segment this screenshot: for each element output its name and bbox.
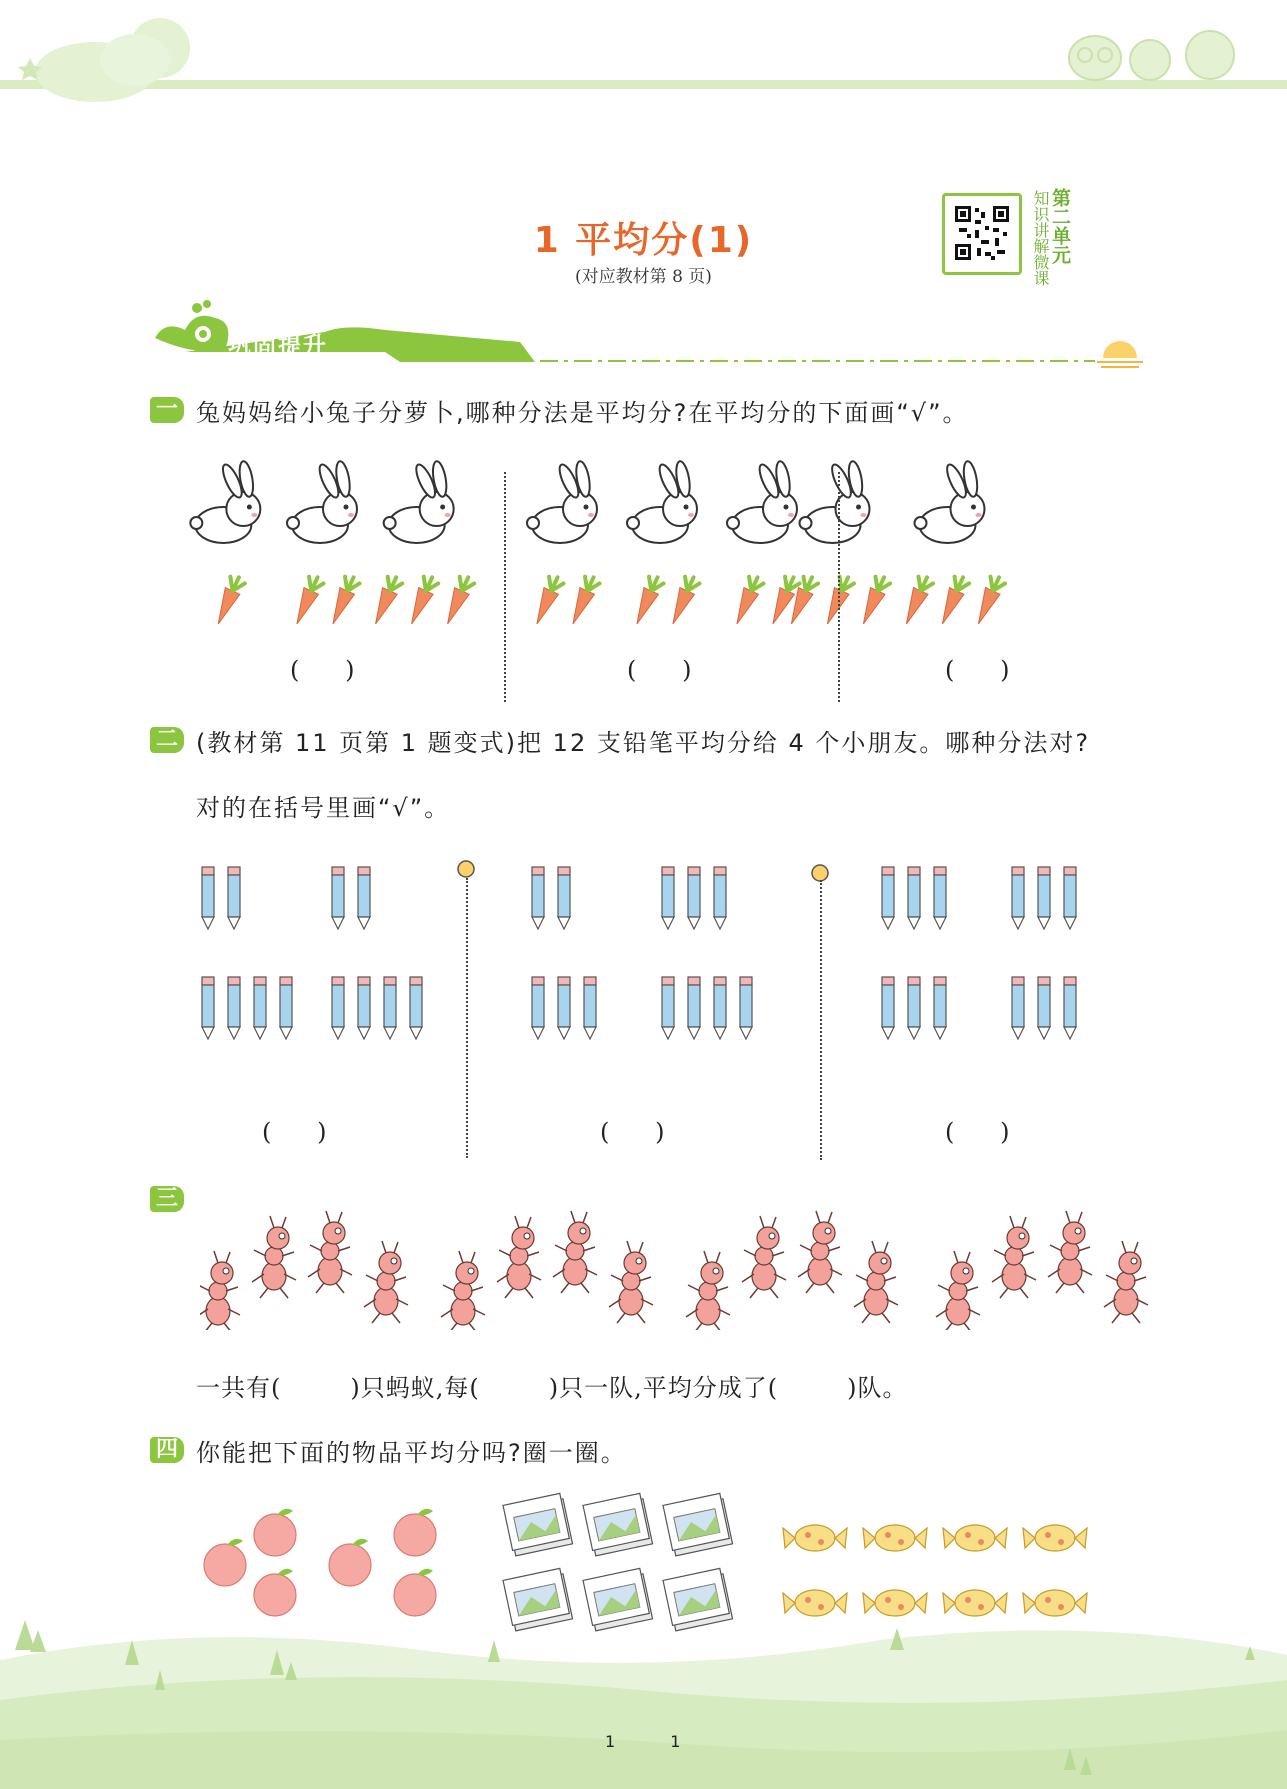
carrot-icon — [665, 574, 701, 627]
ant-icon — [992, 1216, 1036, 1298]
page-number: 1 1 — [605, 1732, 681, 1751]
pencil-icon — [908, 977, 920, 1039]
pencil-icon — [662, 977, 674, 1039]
rabbit-icon — [727, 460, 797, 543]
header-decoration — [0, 0, 1287, 110]
pencil-icon — [688, 867, 700, 929]
carrot-icon — [210, 574, 246, 627]
ant-icon — [686, 1251, 730, 1330]
pencil-icon — [558, 867, 570, 929]
rabbit-icon — [915, 460, 985, 543]
pencil-icon — [384, 977, 396, 1039]
carrot-icon — [729, 574, 765, 627]
q1-answer-blank-1[interactable]: ( ) — [290, 656, 355, 684]
question-number-4: 四 — [150, 1437, 184, 1463]
carrot-icon — [367, 574, 403, 627]
question-4-text: 你能把下面的物品平均分吗?圈一圈。 — [196, 1439, 627, 1467]
candy-icon — [943, 1525, 1007, 1551]
pencil-icon — [934, 867, 946, 929]
candy-icon — [863, 1590, 927, 1616]
ant-icon — [200, 1251, 240, 1330]
pencil-icon — [1012, 867, 1024, 929]
candy-icon — [783, 1590, 847, 1616]
q2-divider-2 — [820, 880, 822, 1160]
book-icon — [503, 1493, 573, 1556]
ant-icon — [936, 1251, 980, 1330]
pencil-icon — [228, 977, 240, 1039]
pencil-icon — [1064, 867, 1076, 929]
unit-label: 第二单元 — [1049, 188, 1071, 264]
pencil-icon — [254, 977, 266, 1039]
ant-icon — [497, 1216, 541, 1298]
carrot-icon — [325, 574, 361, 627]
ant-icon — [364, 1241, 408, 1323]
q2-illustration — [190, 855, 1120, 1055]
apple-icon — [254, 1509, 296, 1556]
q2-answer-blank-3[interactable]: ( ) — [945, 1118, 1010, 1146]
carrot-icon — [403, 574, 439, 627]
book-icon — [583, 1493, 653, 1556]
carrot-icon — [855, 574, 891, 627]
page-subtitle: (对应教材第 8 页) — [575, 267, 712, 287]
carrot-icon — [289, 574, 325, 627]
carrot-icon — [898, 574, 934, 627]
pencil-icon — [532, 977, 544, 1039]
bottom-landscape — [0, 1620, 1287, 1789]
question-2-text-line-1: (教材第 11 页第 1 题变式)把 12 支铅笔平均分给 4 个小朋友。哪种分法对? — [196, 729, 1091, 757]
carrot-icon — [565, 574, 601, 627]
pencil-icon — [532, 867, 544, 929]
rabbit-icon — [287, 460, 357, 543]
pencil-icon — [280, 977, 292, 1039]
ant-icon — [609, 1241, 653, 1323]
candy-icon — [943, 1590, 1007, 1616]
pencil-icon — [688, 977, 700, 1039]
section-banner-label: 巩固提升 — [228, 333, 328, 359]
pencil-icon — [358, 977, 370, 1039]
apple-icon — [204, 1539, 246, 1586]
qr-code[interactable] — [942, 193, 1022, 275]
pencil-icon — [202, 867, 214, 929]
q2-answer-blank-1[interactable]: ( ) — [262, 1118, 327, 1146]
carrot-icon — [529, 574, 565, 627]
pencil-icon — [410, 977, 422, 1039]
pencil-icon — [358, 867, 370, 929]
ant-icon — [553, 1211, 597, 1293]
q2-divider-1 — [466, 878, 468, 1158]
candy-icon — [1023, 1590, 1087, 1616]
pencil-icon — [584, 977, 596, 1039]
question-3-fill-text[interactable]: 一共有( )只蚂蚁,每( )只一队,平均分成了( )队。 — [196, 1374, 908, 1402]
micro-lesson-label: 知识讲解微课 — [1031, 190, 1050, 286]
qr-code-icon — [945, 196, 1019, 272]
question-2-text-line-2: 对的在括号里画“√”。 — [196, 794, 451, 822]
q3-ants-illustration — [200, 1210, 1160, 1330]
pencil-icon — [1038, 977, 1050, 1039]
apple-icon — [394, 1509, 436, 1556]
rabbit-icon — [190, 460, 260, 543]
rabbit-icon — [384, 460, 454, 543]
page-title: 1 平均分(1) — [533, 220, 754, 261]
ant-icon — [1048, 1211, 1092, 1293]
book-icon — [663, 1493, 733, 1556]
carrot-icon — [439, 574, 475, 627]
ant-icon — [854, 1241, 898, 1323]
pencil-icon — [1012, 977, 1024, 1039]
q2-answer-blank-2[interactable]: ( ) — [600, 1118, 665, 1146]
pencil-icon — [908, 867, 920, 929]
question-1-text: 兔妈妈给小兔子分萝卜,哪种分法是平均分?在平均分的下面画“√”。 — [196, 399, 969, 427]
carrot-icon — [970, 574, 1006, 627]
pencil-icon — [714, 977, 726, 1039]
question-number-2: 二 — [150, 727, 184, 753]
rabbit-icon — [527, 460, 597, 543]
pencil-icon — [882, 977, 894, 1039]
q1-divider-2 — [838, 472, 840, 702]
candy-icon — [783, 1525, 847, 1551]
question-number-3: 三 — [150, 1186, 184, 1212]
ant-icon — [252, 1216, 296, 1298]
rabbit-icon — [800, 460, 870, 543]
pencil-icon — [1038, 867, 1050, 929]
q4-items-illustration — [190, 1490, 1120, 1640]
q1-divider-1 — [504, 472, 506, 702]
rabbit-icon — [627, 460, 697, 543]
pencil-icon — [882, 867, 894, 929]
q1-answer-blank-3[interactable]: ( ) — [945, 656, 1010, 684]
pencil-icon — [202, 977, 214, 1039]
ant-icon — [308, 1211, 352, 1293]
pencil-icon — [1064, 977, 1076, 1039]
ant-icon — [798, 1211, 842, 1293]
candy-icon — [863, 1525, 927, 1551]
pin-icon — [454, 858, 478, 880]
apple-icon — [254, 1569, 296, 1616]
pencil-icon — [228, 867, 240, 929]
carrot-icon — [934, 574, 970, 627]
animal-faces-icon — [1069, 31, 1234, 80]
pencil-icon — [332, 977, 344, 1039]
pencil-icon — [332, 867, 344, 929]
ant-icon — [742, 1216, 786, 1298]
pencil-icon — [714, 867, 726, 929]
pencil-icon — [740, 977, 752, 1039]
sun-cloud-icon — [18, 18, 190, 102]
ant-icon — [1104, 1241, 1148, 1323]
question-number-1: 一 — [150, 397, 184, 423]
apple-icon — [394, 1569, 436, 1616]
carrot-icon — [629, 574, 665, 627]
pencil-icon — [662, 867, 674, 929]
pencil-icon — [934, 977, 946, 1039]
ant-icon — [441, 1251, 485, 1330]
q1-answer-blank-2[interactable]: ( ) — [627, 656, 692, 684]
pencil-icon — [558, 977, 570, 1039]
apple-icon — [329, 1539, 371, 1586]
candy-icon — [1023, 1525, 1087, 1551]
